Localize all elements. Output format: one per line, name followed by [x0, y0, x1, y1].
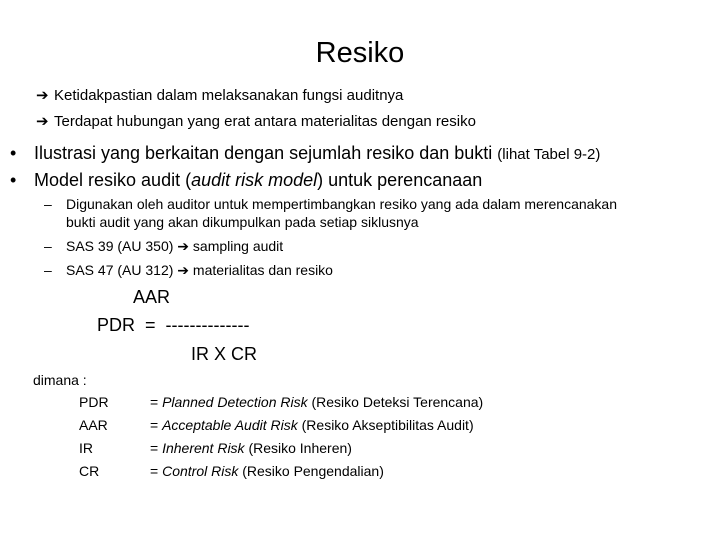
definition-abbr: AAR	[79, 417, 108, 433]
dash-item-text-pre: SAS 39 (AU 350)	[66, 238, 178, 254]
bullet-item	[10, 169, 482, 191]
definition-text: = Planned Detection Risk (Resiko Deteksi Terencana)	[150, 394, 484, 410]
dash-item-text: Digunakan oleh auditor untuk mempertimbangkan resiko yang ada dalam merencanakan	[66, 196, 617, 212]
dash-marker-icon: –	[44, 262, 52, 278]
definitions-heading: dimana :	[33, 372, 87, 388]
dash-item-text-post: sampling audit	[189, 238, 284, 254]
definition-term: Inherent Risk	[162, 440, 245, 456]
right-arrow-icon: ➔	[36, 113, 49, 130]
dash-marker-icon: –	[44, 196, 52, 212]
dash-item	[44, 262, 333, 279]
definition-term: Control Risk	[162, 463, 239, 479]
dash-item-text-post: materialitas dan resiko	[189, 262, 333, 278]
definition-abbr: PDR	[79, 394, 109, 410]
formula-numerator: AAR	[133, 287, 171, 307]
definition-text: = Acceptable Audit Risk (Resiko Akseptibilitas Audit)	[150, 417, 474, 433]
dash-item-continuation: bukti audit yang akan dikumpulkan pada setiap siklusnya	[66, 214, 419, 230]
arrow-item-text: Ketidakpastian dalam melaksanakan fungsi auditnya	[54, 87, 404, 104]
bullet-dot-icon: •	[10, 170, 17, 190]
bullet-text: Ilustrasi yang berkaitan dengan sejumlah resiko dan bukti	[34, 143, 498, 163]
dash-item	[44, 196, 617, 213]
right-arrow-icon: ➔	[177, 238, 190, 254]
formula-fraction-bar: --------------	[165, 315, 250, 335]
definition-translation: (Resiko Akseptibilitas Audit)	[297, 417, 474, 433]
dash-item	[44, 238, 283, 255]
bullet-item	[10, 142, 600, 166]
definition-translation: (Resiko Deteksi Terencana)	[307, 394, 484, 410]
definition-term: Planned Detection Risk	[162, 394, 308, 410]
dash-item-text-pre: SAS 47 (AU 312)	[66, 262, 178, 278]
right-arrow-icon: ➔	[177, 262, 190, 278]
bullet-text-italic: audit risk model	[191, 170, 318, 190]
definition-term: Acceptable Audit Risk	[162, 417, 298, 433]
right-arrow-icon: ➔	[36, 87, 49, 104]
definition-text: = Control Risk (Resiko Pengendalian)	[150, 463, 384, 479]
bullet-dot-icon: •	[10, 143, 17, 163]
arrow-item-text: Terdapat hubungan yang erat antara materialitas dengan resiko	[54, 113, 476, 130]
formula-denominator: IR X CR	[191, 344, 258, 364]
formula-lhs: PDR =	[97, 315, 166, 335]
definition-translation: (Resiko Pengendalian)	[238, 463, 384, 479]
definition-abbr: IR	[79, 440, 93, 456]
definition-text: = Inherent Risk (Resiko Inheren)	[150, 440, 352, 456]
definition-abbr: CR	[79, 463, 100, 479]
definition-translation: (Resiko Inheren)	[244, 440, 352, 456]
bullet-text-pre: Model resiko audit (	[34, 170, 192, 190]
arrow-item	[36, 113, 476, 131]
slide-title: Resiko	[315, 37, 405, 69]
formula-line	[97, 314, 249, 336]
arrow-item	[36, 87, 403, 105]
dash-marker-icon: –	[44, 238, 52, 254]
bullet-text-post: ) untuk perencanaan	[317, 170, 483, 190]
bullet-note: (lihat Tabel 9-2)	[497, 146, 601, 163]
